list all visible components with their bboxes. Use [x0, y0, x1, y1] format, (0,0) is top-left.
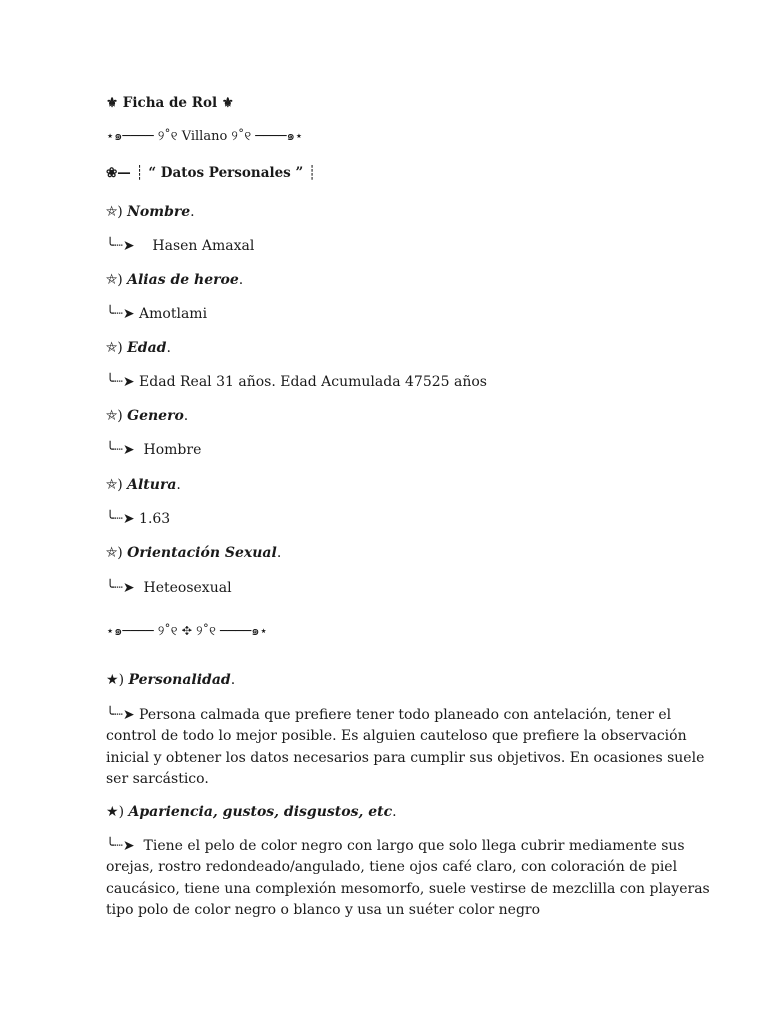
- pentagram-icon: ⛤: [106, 204, 118, 220]
- villain-divider: ⋆๑──── ୨˚୧ Villano ୨˚୧ ────๑⋆: [106, 129, 303, 144]
- pentagram-icon: ⛤: [106, 408, 118, 424]
- paragraph-line: orejas, rostro redondeado/angulado, tiene ojos café claro, con coloración de piel: [106, 859, 678, 876]
- paragraph-line: inicial y obtener los datos necesarios para cumplir sus objetivos. En ocasiones suele: [106, 749, 705, 766]
- field-value-row: [106, 509, 170, 529]
- paragraph-line: tipo polo de color negro o blanco y usa un suéter color negro: [106, 901, 541, 918]
- field-label: Edad: [127, 340, 167, 356]
- pentagram-icon: ⛤: [106, 477, 118, 493]
- field-label-row: ⛤) Orientación Sexual.: [106, 545, 282, 561]
- field-label: Orientación Sexual: [127, 545, 277, 561]
- appearance-label: Apariencia, gustos, disgustos, etc: [128, 804, 393, 820]
- field-label: Genero: [127, 408, 184, 424]
- field-value: Heteosexual: [143, 580, 232, 596]
- pentagram-icon: ⛤: [106, 545, 118, 561]
- field-label: Alias de heroe: [127, 272, 239, 288]
- arrow-icon: ╰┈➤: [106, 838, 135, 854]
- field-value-row: [106, 372, 487, 392]
- field-label-row: ⛤) Altura.: [106, 477, 181, 493]
- field-value: Hombre: [143, 442, 202, 458]
- personality-paragraph: [106, 705, 705, 790]
- arrow-icon: ╰┈➤: [106, 374, 135, 390]
- field-value: Amotlami: [139, 306, 208, 322]
- arrow-icon: ╰┈➤: [106, 306, 135, 322]
- paragraph-line: caucásico, tiene una complexión mesomorfo, suele vestirse de mezclilla con playeras: [106, 880, 710, 897]
- field-value-row: [106, 236, 254, 256]
- field-value-row: [106, 304, 207, 324]
- field-value: 1.63: [139, 511, 171, 527]
- field-value: Edad Real 31 años. Edad Acumulada 47525 años: [139, 374, 487, 390]
- pentagram-icon: ⛤: [106, 340, 118, 356]
- document-title: ⚜ Ficha de Rol ⚜: [106, 95, 234, 111]
- field-value: Hasen Amaxal: [152, 238, 255, 254]
- field-label-row: ⛤) Alias de heroe.: [106, 272, 244, 288]
- field-label-row: ⛤) Edad.: [106, 340, 171, 356]
- paragraph-line: ╰┈➤ Persona calmada que prefiere tener todo planeado con antelación, tener el: [106, 707, 672, 723]
- field-label: Altura: [127, 477, 177, 493]
- arrow-icon: ╰┈➤: [106, 580, 135, 596]
- field-label: Nombre: [127, 204, 191, 220]
- section-heading-personal-data: ❀— ┊ “ Datos Personales ” ┊: [106, 165, 317, 181]
- arrow-icon: ╰┈➤: [106, 238, 135, 254]
- pentagram-icon: ⛤: [106, 272, 118, 288]
- arrow-icon: ╰┈➤: [106, 511, 135, 527]
- personality-label: Personalidad: [128, 672, 231, 688]
- star-icon: ★: [106, 672, 119, 688]
- plain-divider: ⋆๑──── ୨˚୧ ✥ ୨˚୧ ────๑⋆: [106, 624, 268, 639]
- paragraph-line: ser sarcástico.: [106, 770, 209, 787]
- arrow-icon: ╰┈➤: [106, 442, 135, 458]
- arrow-icon: ╰┈➤: [106, 707, 135, 723]
- field-value-row: [106, 440, 201, 460]
- paragraph-line: control de todo lo mejor posible. Es alguien cauteloso que prefiere la observación: [106, 728, 687, 745]
- appearance-paragraph: [106, 836, 710, 921]
- field-value-row: [106, 578, 232, 598]
- star-icon: ★: [106, 804, 119, 820]
- personality-label-row: ★) Personalidad.: [106, 672, 236, 688]
- field-label-row: ⛤) Genero.: [106, 408, 189, 424]
- field-label-row: ⛤) Nombre.: [106, 204, 195, 220]
- appearance-label-row: ★) Apariencia, gustos, disgustos, etc.: [106, 804, 397, 820]
- paragraph-line: ╰┈➤ Tiene el pelo de color negro con largo que solo llega cubrir mediamente sus: [106, 838, 685, 854]
